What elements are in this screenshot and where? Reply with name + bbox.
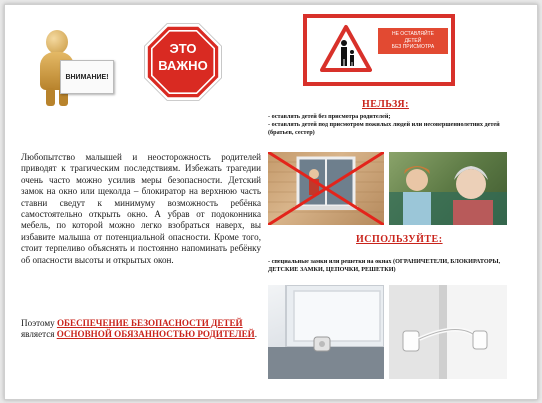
forbidden-heading: НЕЛЬЗЯ: xyxy=(362,99,409,110)
footer-suffix: . xyxy=(254,329,258,340)
attention-sign: ВНИМАНИЕ! xyxy=(60,60,114,94)
main-paragraph: Любопытство малышей и неосторожность родителей приводят к трагическим последствиям. Избежать трагедии очень часто можно усилив меры безопасности. Детский замок на окно или щеколда – блокиратор на верхнюю часть ставни сведут к минимуму возможность ребёнка самостоятельно открыть окно. А убрав от подоконника мебель, по которой можно легко взобраться наверх, вы избавите малыша от потенциальной опасности. Кроме того, стоит терпеливо объяснять и постоянно напоминать ребёнку об опасности высоты и открытых окон. xyxy=(21,152,261,265)
window-lock-image xyxy=(268,285,384,379)
figure-leg-icon xyxy=(46,88,55,106)
stop-sign-text: ЭТО ВАЖНО xyxy=(158,41,208,73)
forbidden-item-2: - оставлять детей под присмотром пожилых людей или несовершеннолетних детей (братьев, сестер) xyxy=(268,121,500,136)
warning-sign-label: НЕ ОСТАВЛЯЙТЕ ДЕТЕЙ БЕЗ ПРИСМОТРА xyxy=(378,28,448,54)
use-heading: ИСПОЛЬЗУЙТЕ: xyxy=(356,234,443,245)
no-children-alone-icon xyxy=(320,24,372,74)
cable-lock-photo xyxy=(389,285,507,379)
grandmother-child-image xyxy=(389,152,507,225)
child-at-window-photo xyxy=(268,152,384,225)
footer-prefix: Поэтому xyxy=(21,318,57,328)
forbidden-item-1: - оставлять детей без присмотра родителей; xyxy=(268,113,391,120)
footer-highlight-safety: ОБЕСПЕЧЕНИЕ БЕЗОПАСНОСТИ ДЕТЕЙ xyxy=(56,318,243,328)
use-text: - специальные замки или решетки на окнах (ОГРАНИЧЕТЕЛИ, БЛОКИРАТОРЫ, ДЕТСКИЕ ЗАМКИ, ЦЕПОЧКИ, РЕШЕТКИ) xyxy=(268,258,501,273)
grandmother-child-photo xyxy=(389,152,507,225)
cable-lock-image xyxy=(389,285,507,379)
figure-head-icon xyxy=(46,30,68,54)
child-at-window-image xyxy=(268,152,384,225)
window-lock-photo xyxy=(268,285,384,379)
footer-middle: является xyxy=(21,329,57,340)
footer-highlight-duty: ОСНОВНОЙ ОБЯЗАННОСТЬЮ РОДИТЕЛЕЙ xyxy=(56,329,255,340)
footer-statement xyxy=(21,318,261,341)
